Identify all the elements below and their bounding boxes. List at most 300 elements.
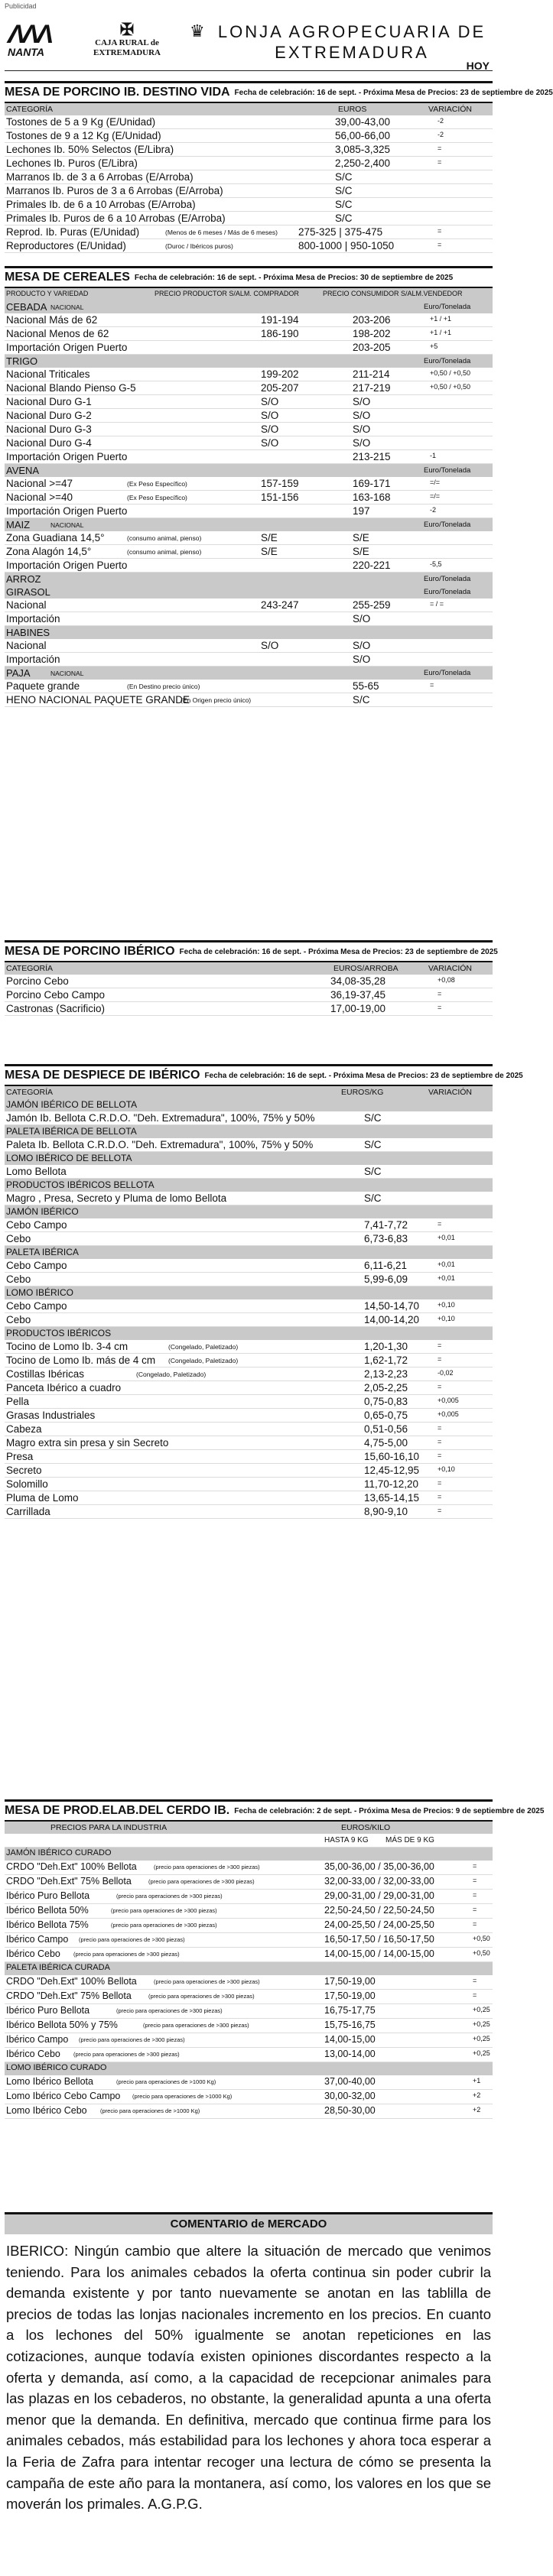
group-unit: Euro/Tonelada <box>424 669 471 677</box>
row-variation: +0,50 <box>473 1949 490 1957</box>
row-variation: = <box>438 1342 442 1349</box>
row-variation: = <box>438 1507 442 1514</box>
group-header <box>5 1327 493 1340</box>
row-variation: = <box>438 1220 442 1228</box>
row-note: (precio para operaciones de >1000 Kg) <box>100 2107 200 2114</box>
row-note: (precio para operaciones de >300 piezas) <box>73 1951 180 1958</box>
row-price: 35,00-36,00 / 35,00-36,00 <box>324 1861 434 1872</box>
comment-title: COMENTARIO de MERCADO <box>5 2212 493 2234</box>
row-name: Nacional >=40 <box>6 492 73 503</box>
group-header <box>5 626 493 639</box>
row-price: S/C <box>335 185 353 196</box>
row-price: 17,50-19,00 <box>324 1990 376 2001</box>
row-price: 1,62-1,72 <box>364 1355 408 1366</box>
row-name: Castronas (Sacrificio) <box>6 1003 106 1014</box>
group-header <box>5 1962 493 1975</box>
row-name: Nacional Menos de 62 <box>6 328 109 339</box>
row-price-consumidor: S/E <box>353 546 369 557</box>
table-row <box>5 2048 493 2062</box>
row-price: 56,00-66,00 <box>335 130 391 141</box>
row-name: Importación Origen Puerto <box>6 505 128 517</box>
row-note: (precio para operaciones de >300 piezas) <box>79 2036 185 2043</box>
row-variation: = <box>438 1452 442 1459</box>
table-row <box>5 381 493 395</box>
row-price: 15,75-16,75 <box>324 2020 376 2030</box>
row-variation: +1 / +1 <box>430 329 452 336</box>
table-row <box>5 327 493 341</box>
row-price-consumidor: 203-205 <box>353 342 391 353</box>
table-row <box>5 612 493 626</box>
row-name: Nacional Duro G-4 <box>6 437 92 449</box>
group-name: PALETA IBÉRICA CURADA <box>6 1963 110 1972</box>
row-price-consumidor: 220-221 <box>353 560 391 571</box>
row-name: Pella <box>6 1396 30 1407</box>
row-price: S/C <box>364 1112 382 1124</box>
row-variation: = <box>438 241 442 248</box>
group-header <box>5 464 493 477</box>
section-date: Fecha de celebración: 16 de sept. - Próxima Mesa de Precios: 23 de septiembre de 2025 <box>204 1071 523 1080</box>
row-variation: = <box>438 144 442 152</box>
table-row <box>5 1505 493 1519</box>
table-row <box>5 531 493 545</box>
row-name: CRDO "Deh.Ext" 100% Bellota <box>6 1976 137 1987</box>
publicidad-label: Publicidad <box>5 2 37 10</box>
table-row <box>5 1464 493 1478</box>
group-name: CEBADA <box>6 301 47 313</box>
group-unit: Euro/Tonelada <box>424 575 471 583</box>
row-name: Ibérico Cebo <box>6 2049 60 2059</box>
row-price: 800-1000 | 950-1050 <box>298 240 395 251</box>
row-name: Ibérico Cebo <box>6 1948 60 1959</box>
group-header <box>5 573 493 586</box>
row-name: Zona Guadiana 14,5° <box>6 532 105 543</box>
table-row <box>5 1933 493 1948</box>
section-title: MESA DE PORCINO IB. DESTINO VIDA <box>5 86 230 99</box>
table-row <box>5 1875 493 1890</box>
group-tag: NACIONAL <box>50 521 84 529</box>
group-name: PALETA IBÉRICA DE BELLOTA <box>6 1126 137 1137</box>
row-variation: = / = <box>430 600 444 608</box>
table-row <box>5 1313 493 1327</box>
row-price: 15,60-16,10 <box>364 1451 420 1462</box>
table-row <box>5 1381 493 1395</box>
junta-extremadura-icon: ♛ <box>190 21 205 41</box>
table-row <box>5 2019 493 2033</box>
row-variation: = <box>473 1877 477 1884</box>
row-price-consumidor: 213-215 <box>353 451 391 462</box>
group-name: GIRASOL <box>6 586 50 598</box>
row-price-productor: S/O <box>261 410 279 421</box>
col-categoria: CATEGORÍA <box>6 105 54 114</box>
row-price: 7,41-7,72 <box>364 1219 408 1231</box>
row-name: Primales Ib. Puros de 6 a 10 Arrobas (E/Arroba) <box>6 213 226 224</box>
table-row <box>5 1273 493 1286</box>
table-row <box>5 1367 493 1381</box>
row-variation: = <box>438 1355 442 1363</box>
section-header <box>5 81 553 103</box>
col-variacion: VARIACIÓN <box>428 964 472 973</box>
table-row <box>5 115 493 129</box>
group-unit: Euro/Tonelada <box>424 303 471 311</box>
table-row <box>5 225 493 239</box>
row-note: (precio para operaciones de >1000 Kg) <box>116 2078 216 2085</box>
section-header <box>5 1064 523 1086</box>
row-name: Cebo <box>6 1273 31 1285</box>
table-row <box>5 1948 493 1962</box>
row-note: (En Origen precio único) <box>181 696 252 704</box>
table-row <box>5 545 493 559</box>
row-variation: -0,02 <box>438 1369 454 1377</box>
group-header <box>5 2062 493 2075</box>
group-name: MAIZ <box>6 519 31 530</box>
row-variation: = <box>473 1991 477 1999</box>
row-price: 36,19-37,45 <box>330 989 386 1001</box>
table-row <box>5 157 493 170</box>
row-variation: = <box>473 1891 477 1899</box>
group-name: JAMÓN IBÉRICO DE BELLOTA <box>6 1099 138 1110</box>
section-date: Fecha de celebración: 2 de sept. - Próxima Mesa de Precios: 9 de septiembre de 2025 <box>234 1806 545 1815</box>
row-variation: +0,10 <box>438 1301 455 1309</box>
row-price: 22,50-24,50 / 22,50-24,50 <box>324 1905 434 1916</box>
mesa-porcino-iberico <box>5 940 498 1016</box>
group-name: HABINES <box>6 627 50 638</box>
row-variation: = <box>473 1862 477 1870</box>
row-variation: = <box>438 227 442 235</box>
row-price: 1,20-1,30 <box>364 1341 408 1352</box>
col-precio-productor: PRECIO PRODUCTOR S/ALM. COMPRADOR <box>155 290 299 297</box>
row-name: Cebo Campo <box>6 1219 67 1231</box>
row-price-consumidor: S/O <box>353 654 371 665</box>
row-variation: = <box>438 1383 442 1390</box>
row-name: Importación Origen Puerto <box>6 342 128 353</box>
table-row <box>5 1218 493 1232</box>
row-note: (precio para operaciones de >300 piezas) <box>154 1864 260 1870</box>
row-price: 16,75-17,75 <box>324 2005 376 2016</box>
row-name: Tostones de 9 a 12 Kg (E/Unidad) <box>6 130 161 141</box>
group-unit: Euro/Tonelada <box>424 588 471 596</box>
section-title: MESA DE PROD.ELAB.DEL CERDO IB. <box>5 1804 230 1817</box>
row-name: CRDO "Deh.Ext" 100% Bellota <box>6 1861 137 1872</box>
row-price-consumidor: 163-168 <box>353 492 391 503</box>
row-note: (precio para operaciones de >300 piezas) <box>116 1893 223 1900</box>
row-price-consumidor: 217-219 <box>353 382 391 394</box>
row-variation: = <box>430 681 434 689</box>
row-price-productor: S/O <box>261 640 279 651</box>
row-price: 5,99-6,09 <box>364 1273 408 1285</box>
mesa-cereales <box>5 266 493 707</box>
table-row <box>5 1138 493 1152</box>
row-name: Importación <box>6 654 60 665</box>
nanta-logo <box>8 20 61 60</box>
row-price: 6,11-6,21 <box>364 1260 408 1271</box>
table-row <box>5 1975 493 1990</box>
row-price: S/C <box>364 1192 382 1204</box>
group-name: AVENA <box>6 465 40 476</box>
row-name: Porcino Cebo Campo <box>6 989 106 1001</box>
table-row <box>5 975 493 988</box>
weight-large: MÁS DE 9 KG <box>385 1836 434 1844</box>
row-price-productor: 151-156 <box>261 492 299 503</box>
table-row <box>5 477 493 491</box>
row-price: 14,00-15,00 <box>324 2034 376 2045</box>
row-price: S/C <box>364 1166 382 1177</box>
row-price: 2,05-2,25 <box>364 1382 408 1393</box>
table-row <box>5 368 493 381</box>
row-variation: -2 <box>438 117 444 125</box>
row-name: Tocino de Lomo Ib. 3-4 cm <box>6 1341 128 1352</box>
row-price-consumidor: 211-214 <box>353 368 390 380</box>
row-variation: +0,005 <box>438 1397 459 1404</box>
table-row <box>5 450 493 464</box>
row-price: 2,250-2,400 <box>335 157 391 169</box>
table-row <box>5 1861 493 1875</box>
row-name: Secreto <box>6 1465 42 1476</box>
row-variation: +0,10 <box>438 1465 455 1473</box>
row-name: Tostones de 5 a 9 Kg (E/Unidad) <box>6 116 156 128</box>
row-price: 0,51-0,56 <box>364 1423 408 1435</box>
row-name: Nacional Triticales <box>6 368 90 380</box>
row-name: Tocino de Lomo Ib. más de 4 cm <box>6 1355 156 1366</box>
table-row <box>5 1436 493 1450</box>
row-price-productor: 199-202 <box>261 368 299 380</box>
row-variation: +0,50 <box>473 1935 490 1942</box>
row-name: Cebo Campo <box>6 1300 67 1312</box>
row-note: (Duroc / Ibéricos puros) <box>165 242 233 250</box>
row-variation: = <box>438 158 442 166</box>
row-price-productor: S/O <box>261 396 279 407</box>
row-name: Zona Alagón 14,5° <box>6 546 92 557</box>
row-note: (Congelado, Paletizado) <box>136 1371 207 1378</box>
table-row <box>5 491 493 504</box>
weights-row <box>5 1834 493 1848</box>
row-name: Marranos Ib. Puros de 3 a 6 Arrobas (E/Arroba) <box>6 185 223 196</box>
table-row <box>5 129 493 143</box>
row-name: Reproductores (E/Unidad) <box>6 240 126 251</box>
col-categoria: CATEGORÍA <box>6 1088 54 1097</box>
column-header <box>5 1086 493 1098</box>
row-name: Nacional <box>6 640 47 651</box>
group-name: PRODUCTOS IBÉRICOS <box>6 1328 112 1338</box>
weight-small: HASTA 9 KG <box>324 1836 369 1844</box>
section-title: MESA DE CEREALES <box>5 271 130 284</box>
group-name: JAMÓN IBÉRICO CURADO <box>6 1848 112 1857</box>
row-price: 275-325 | 375-475 <box>298 226 383 238</box>
row-price: 37,00-40,00 <box>324 2076 376 2087</box>
row-name: Lomo Bellota <box>6 1166 67 1177</box>
row-variation: =/= <box>430 479 441 486</box>
table-row <box>5 504 493 518</box>
row-variation: +0,25 <box>473 2020 490 2028</box>
row-name: Importación Origen Puerto <box>6 560 128 571</box>
group-name: JAMÓN IBÉRICO <box>6 1206 79 1217</box>
row-name: Cebo <box>6 1314 31 1325</box>
row-note: (precio para operaciones de >300 piezas) <box>154 1978 260 1985</box>
row-price: 6,73-6,83 <box>364 1233 408 1244</box>
row-price: 14,50-14,70 <box>364 1300 420 1312</box>
group-header <box>5 1125 493 1138</box>
row-price-consumidor: S/O <box>353 410 371 421</box>
table-row <box>5 1111 493 1125</box>
row-price: 34,08-35,28 <box>330 975 386 987</box>
row-name: HENO NACIONAL PAQUETE GRANDE <box>6 694 190 706</box>
row-name: Ibérico Puro Bellota <box>6 1890 90 1901</box>
row-name: Jamón Ib. Bellota C.R.D.O. "Deh. Extremadura", 100%, 75% y 50% <box>6 1112 315 1124</box>
group-name: PALETA IBÉRICA <box>6 1247 79 1257</box>
row-name: Costillas Ibéricas <box>6 1368 85 1380</box>
header <box>5 17 493 71</box>
row-name: Grasas Industriales <box>6 1410 96 1421</box>
row-name: Ibérico Bellota 75% <box>6 1919 89 1930</box>
group-header <box>5 1152 493 1165</box>
row-name: Importación Origen Puerto <box>6 451 128 462</box>
row-name: Paquete grande <box>6 680 80 692</box>
table-row <box>5 395 493 409</box>
row-name: Cebo Campo <box>6 1260 67 1271</box>
row-price-consumidor: S/O <box>353 613 371 625</box>
row-name: Nacional Duro G-1 <box>6 396 92 407</box>
row-note: (precio para operaciones de >300 piezas) <box>79 1936 185 1943</box>
row-price-productor: 191-194 <box>261 314 299 326</box>
row-variation: +0,50 / +0,50 <box>430 369 471 377</box>
caja-rural-text: CAJA RURAL de EXTREMADURA <box>93 38 161 57</box>
row-note: (precio para operaciones de >300 piezas) <box>148 1993 255 2000</box>
section-header <box>5 1799 545 1822</box>
row-price-productor: S/O <box>261 423 279 435</box>
row-variation: +0,01 <box>438 1260 455 1268</box>
row-name: Reprod. Ib. Puras (E/Unidad) <box>6 226 140 238</box>
caja-rural-logo <box>81 21 173 58</box>
row-price-consumidor: 255-259 <box>353 599 391 611</box>
row-price: 17,00-19,00 <box>330 1003 386 1014</box>
row-variation: +0,01 <box>438 1234 455 1241</box>
table-row <box>5 1165 493 1179</box>
comentario-mercado <box>5 2212 493 2521</box>
table-row <box>5 1904 493 1919</box>
row-price-consumidor: 55-65 <box>353 680 379 692</box>
row-price-consumidor: S/O <box>353 396 371 407</box>
row-variation: +0,01 <box>438 1274 455 1282</box>
row-variation: +1 <box>473 2077 481 2084</box>
table-row <box>5 341 493 355</box>
row-name: Nacional >=47 <box>6 478 73 489</box>
title-line-2: EXTREMADURA <box>275 43 429 62</box>
row-variation: -2 <box>430 506 437 514</box>
row-price-consumidor: S/E <box>353 532 369 543</box>
table-row <box>5 1299 493 1313</box>
row-price-productor: 205-207 <box>261 382 299 394</box>
row-price: S/C <box>335 171 353 183</box>
col-categoria: CATEGORÍA <box>6 964 54 973</box>
row-price: 16,50-17,50 / 16,50-17,50 <box>324 1934 434 1945</box>
group-tag: NACIONAL <box>50 303 84 311</box>
row-name: Cebo <box>6 1233 31 1244</box>
row-price: 0,65-0,75 <box>364 1410 408 1421</box>
row-variation: -5,5 <box>430 560 442 568</box>
table-row <box>5 143 493 157</box>
row-note: (precio para operaciones de >1000 Kg) <box>132 2093 233 2100</box>
row-variation: +2 <box>473 2106 481 2114</box>
table-row <box>5 170 493 184</box>
row-price-productor: 157-159 <box>261 478 299 489</box>
table-row <box>5 1192 493 1205</box>
row-note: (Congelado, Paletizado) <box>168 1343 239 1351</box>
row-variation: +0,25 <box>473 2006 490 2013</box>
row-price: 4,75-5,00 <box>364 1437 408 1449</box>
group-header <box>5 1286 493 1299</box>
row-name: Cabeza <box>6 1423 42 1435</box>
table-row <box>5 1354 493 1367</box>
table-row <box>5 2104 493 2119</box>
col-euros: EUROS <box>338 105 367 114</box>
section-title: MESA DE DESPIECE DE IBÉRICO <box>5 1069 200 1082</box>
row-price-productor: S/O <box>261 437 279 449</box>
row-price: S/C <box>335 213 353 224</box>
row-variation: -1 <box>430 452 437 459</box>
nanta-logo-text: NANTA <box>8 46 44 58</box>
group-header <box>5 1205 493 1218</box>
row-note: (Menos de 6 meses / Más de 6 meses) <box>165 229 278 236</box>
row-price-consumidor: 203-206 <box>353 314 391 326</box>
row-price-consumidor: 169-171 <box>353 478 391 489</box>
row-name: Magro , Presa, Secreto y Pluma de lomo Bellota <box>6 1192 227 1204</box>
section-title: MESA DE PORCINO IBÉRICO <box>5 945 175 958</box>
table-row <box>5 198 493 212</box>
row-variation: = <box>473 1977 477 1984</box>
group-tag: NACIONAL <box>50 670 84 677</box>
row-note: (consumo animal, pienso) <box>127 534 202 542</box>
group-header <box>5 518 493 531</box>
table-row <box>5 2090 493 2104</box>
group-name: LOMO IBÉRICO DE BELLOTA <box>6 1153 132 1163</box>
row-name: Pluma de Lomo <box>6 1492 79 1504</box>
table-row <box>5 1395 493 1409</box>
group-name: ARROZ <box>6 573 41 585</box>
table-row <box>5 2004 493 2019</box>
row-name: Presa <box>6 1451 34 1462</box>
row-note: (En Destino precio único) <box>127 683 200 690</box>
row-price-productor: S/E <box>261 546 278 557</box>
row-price: 39,00-43,00 <box>335 116 391 128</box>
table-row <box>5 1990 493 2004</box>
table-row <box>5 184 493 198</box>
row-name: Ibérico Bellota 50% <box>6 1905 89 1916</box>
group-header <box>5 1246 493 1259</box>
group-header <box>5 355 493 368</box>
group-header <box>5 1179 493 1192</box>
row-name: Ibérico Campo <box>6 1934 69 1945</box>
title-line-1: LONJA AGROPECUARIA DE <box>217 22 486 41</box>
col-producto: PRODUCTO Y VARIEDAD <box>6 290 89 297</box>
table-row <box>5 2075 493 2090</box>
mesa-prod-elab-cerdo-iberico <box>5 1799 545 2119</box>
row-name: Ibérico Bellota 50% y 75% <box>6 2020 118 2030</box>
section-header <box>5 940 498 962</box>
col-euros-kg: EUROS/KG <box>341 1088 384 1097</box>
group-unit: Euro/Tonelada <box>424 521 471 529</box>
table-row <box>5 1409 493 1423</box>
row-price-productor: S/E <box>261 532 278 543</box>
row-variation: +5 <box>430 342 438 350</box>
row-price: 30,00-32,00 <box>324 2091 376 2101</box>
row-price: 24,00-25,50 / 24,00-25,50 <box>324 1919 434 1930</box>
row-name: Primales Ib. de 6 a 10 Arrobas (E/Arroba) <box>6 199 196 210</box>
row-variation: +0,005 <box>438 1410 459 1418</box>
group-header <box>5 586 493 599</box>
row-name: Panceta Ibérico a cuadro <box>6 1382 122 1393</box>
row-variation: =/= <box>430 492 441 500</box>
table-row <box>5 1340 493 1354</box>
row-price: 13,00-14,00 <box>324 2049 376 2059</box>
